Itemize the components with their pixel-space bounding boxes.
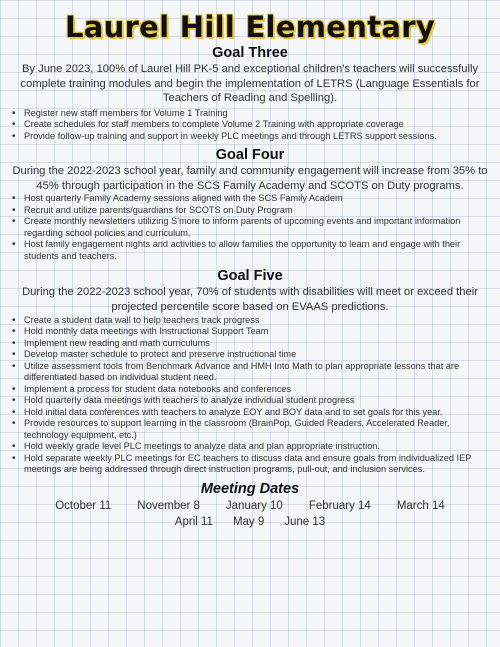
goal-three-statement: By June 2023, 100% of Laurel Hill PK-5 and exceptional children's teachers will successfully complete training modules and begin the implementation of LETRS (Language Essentials for Teachers of Reading and Spelling). [20,63,480,105]
meeting-date: February 14 [308,499,371,512]
list-item: • Implement new reading and math curriculums [22,338,496,350]
list-item: • Provide follow-up training and support in weekly PLC meetings and through LETRS support sessions. [22,131,496,143]
goal-three-section [4,44,496,142]
meeting-dates-row-1 [4,498,496,514]
list-item: • Utilize assessment tools from Benchmark Advance and HMH Into Math to plan appropriate lessons that are differentiated based on individual student need. [22,361,496,384]
goal-five-list [4,315,496,476]
meeting-date: June 13 [284,515,326,528]
goal-five-statement: During the 2022-2023 school year, 70% of students with disabilities will meet or exceed their projected percentile score based on EVAAS predictions. [22,286,478,314]
list-item: • Create monthly newsletters utilizing S'more to inform parents of upcoming events and important information regarding school policies and curriculum. [22,216,496,239]
meeting-dates-heading: Meeting Dates [200,480,300,497]
meeting-date: March 14 [396,499,445,512]
meeting-date: April 11 [174,515,213,528]
goal-four-heading: Goal Four [215,147,285,164]
meeting-date: May 9 [232,515,265,528]
list-item: • Hold quarterly data meetings with teachers to analyze individual student progress [22,395,496,407]
meeting-dates-section [4,480,496,530]
list-item: • Hold initial data conferences with teachers to analyze EOY and BOY data and to set goals for this year. [22,407,496,419]
goal-five-heading: Goal Five [217,268,283,285]
list-item: • Create schedules for staff members to complete Volume 2 Training with appropriate coverage [22,119,496,131]
list-item: • Create a student data wall to help teachers track progress [22,315,496,327]
list-item: • Register new staff members for Volume 1 Training [22,108,496,120]
list-item: • Hold separate weekly PLC meetings for EC teachers to discuss data and ensure goals from individualized IEP meetings are being addressed through direct instruction programs, pull-out, and inclusion services. [22,453,496,476]
list-item: • Recruit and utilize parents/guardians for SCOTS on Duty Program [22,205,496,217]
meeting-date: November 8 [137,499,200,512]
goal-five-section [4,267,496,475]
list-item: • Implement a process for student data notebooks and conferences [22,384,496,396]
meeting-dates-row-2 [4,514,496,530]
meeting-date: January 10 [225,499,283,512]
school-title: Laurel Hill Elementary [64,10,436,44]
list-item: • Hold monthly data meetings with Instructional Support Team [22,326,496,338]
goal-three-heading: Goal Three [212,45,288,61]
list-item: • Host quarterly Family Academy sessions aligned with the SCS Family Academ [22,193,496,205]
meeting-date: October 11 [55,499,112,512]
goal-three-list [4,108,496,143]
goal-four-section [4,146,496,262]
list-item: • Host family engagement nights and activities to allow families the opportunity to learn and engage with their students and teachers. [22,239,496,262]
goal-four-list [4,193,496,262]
list-item: • Develop master schedule to protect and preserve instructional time [22,349,496,361]
goal-four-statement: During the 2022-2023 school year, family and community engagement will increase from 35% to 45% through participation in the SCS Family Academy and SCOTS on Duty programs. [12,165,488,192]
list-item: • Hold weekly grade level PLC meetings to analyze data and plan appropriate instruction. [22,441,496,453]
list-item: • Provide resources to support learning in the classroom (BrainPop, Guided Readers, Accelerated Reader, technology equipment, etc.) [22,418,496,441]
